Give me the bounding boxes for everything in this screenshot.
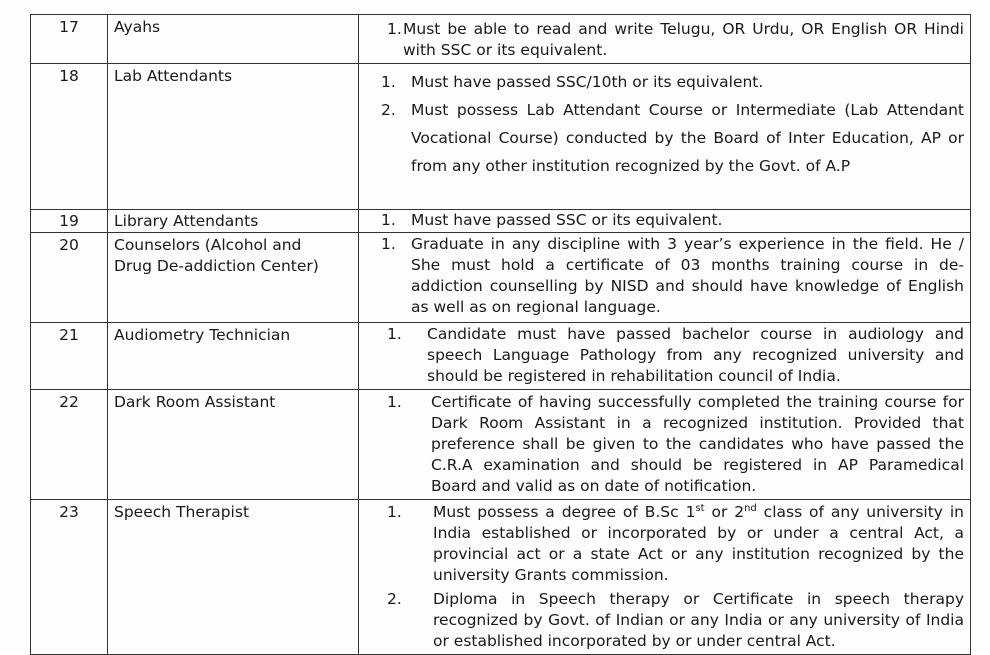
post-name: Library Attendants: [108, 210, 359, 233]
serial-number: 20: [31, 233, 108, 323]
item-number: 1.: [381, 73, 396, 91]
qualification-cell: [359, 323, 971, 390]
superscript: nd: [744, 502, 757, 514]
item-text: Diploma in Speech therapy or Certificate in speech therapy recognized by Govt. of Indian or any India or any university of India or established incorporated by or under central Act.: [433, 590, 964, 650]
serial-number: 19: [31, 210, 108, 233]
table-row: [31, 500, 971, 655]
superscript: st: [695, 502, 705, 514]
serial-number: 18: [31, 64, 108, 210]
qualification-cell: [359, 64, 971, 210]
qualification-cell: [359, 233, 971, 323]
post-name: Dark Room Assistant: [108, 390, 359, 500]
post-name: Ayahs: [108, 15, 359, 64]
post-name: Lab Attendants: [108, 64, 359, 210]
serial-number: 17: [31, 15, 108, 64]
serial-number: 21: [31, 323, 108, 390]
item-number: 2.: [387, 590, 402, 608]
qualification-item: [365, 96, 964, 180]
item-number: 1.: [387, 325, 402, 343]
item-number: 1.: [381, 235, 396, 253]
qualification-cell: [359, 15, 971, 64]
qualification-item: [365, 19, 964, 61]
post-name: Speech Therapist: [108, 500, 359, 655]
table-row: [31, 210, 971, 233]
qualification-item: [365, 234, 964, 318]
serial-number: 23: [31, 500, 108, 655]
table-row: [31, 64, 971, 210]
item-number: 1.: [387, 20, 402, 38]
item-text: Must have passed SSC/10th or its equivalent.: [411, 73, 764, 91]
item-number: 1.: [387, 503, 402, 521]
item-number: 1.: [381, 211, 396, 229]
item-text: Must have passed SSC or its equivalent.: [411, 211, 723, 229]
item-text: Certificate of having successfully completed the training course for Dark Room Assistant in a recognized institution. Provided that preference shall be given to the candidates who have passed the C.R.A examination and should be registered in AP Paramedical Board and valid as on date of notification.: [431, 393, 964, 495]
text-part: class of any university in India established or incorporated by or under a central Act, a provincial act or a state Act or any institution recognized by the university Grants commission.: [433, 503, 964, 584]
qualification-item: [365, 324, 964, 387]
qualification-cell: [359, 500, 971, 655]
table-row: [31, 390, 971, 500]
item-text: Must possess Lab Attendant Course or Intermediate (Lab Attendant Vocational Course) conducted by the Board of Inter Education, AP or from any other institution recognized by the Govt. of A.P: [411, 101, 964, 175]
item-text: Must be able to read and write Telugu, OR Urdu, OR English OR Hindi with SSC or its equivalent.: [403, 20, 964, 59]
qualifications-table: [30, 14, 971, 655]
qualification-item: [365, 68, 964, 96]
qualification-cell: [359, 390, 971, 500]
post-name: Audiometry Technician: [108, 323, 359, 390]
item-number: 1.: [387, 393, 402, 411]
serial-number: 22: [31, 390, 108, 500]
item-text: Graduate in any discipline with 3 year’s experience in the field. He / She must hold a certificate of 03 months training course in de-addiction counselling by NISD and should have knowledge of English as well as on regional language.: [411, 235, 964, 316]
table-row: [31, 15, 971, 64]
table-row: [31, 233, 971, 323]
text-part: Must possess a degree of B.Sc 1: [433, 503, 696, 521]
qualification-item: [365, 210, 964, 231]
item-text: Candidate must have passed bachelor course in audiology and speech Language Pathology from any recognized university and should be registered in rehabilitation council of India.: [427, 325, 964, 385]
item-number: 2.: [381, 101, 396, 119]
text-part: or 2: [704, 503, 745, 521]
qualification-item: [365, 502, 964, 586]
item-text: [433, 502, 964, 586]
qualification-item: [365, 589, 964, 652]
post-name: Counselors (Alcohol and Drug De-addiction Center): [108, 233, 359, 323]
table-row: [31, 323, 971, 390]
qualification-cell: [359, 210, 971, 233]
qualification-item: [365, 392, 964, 497]
